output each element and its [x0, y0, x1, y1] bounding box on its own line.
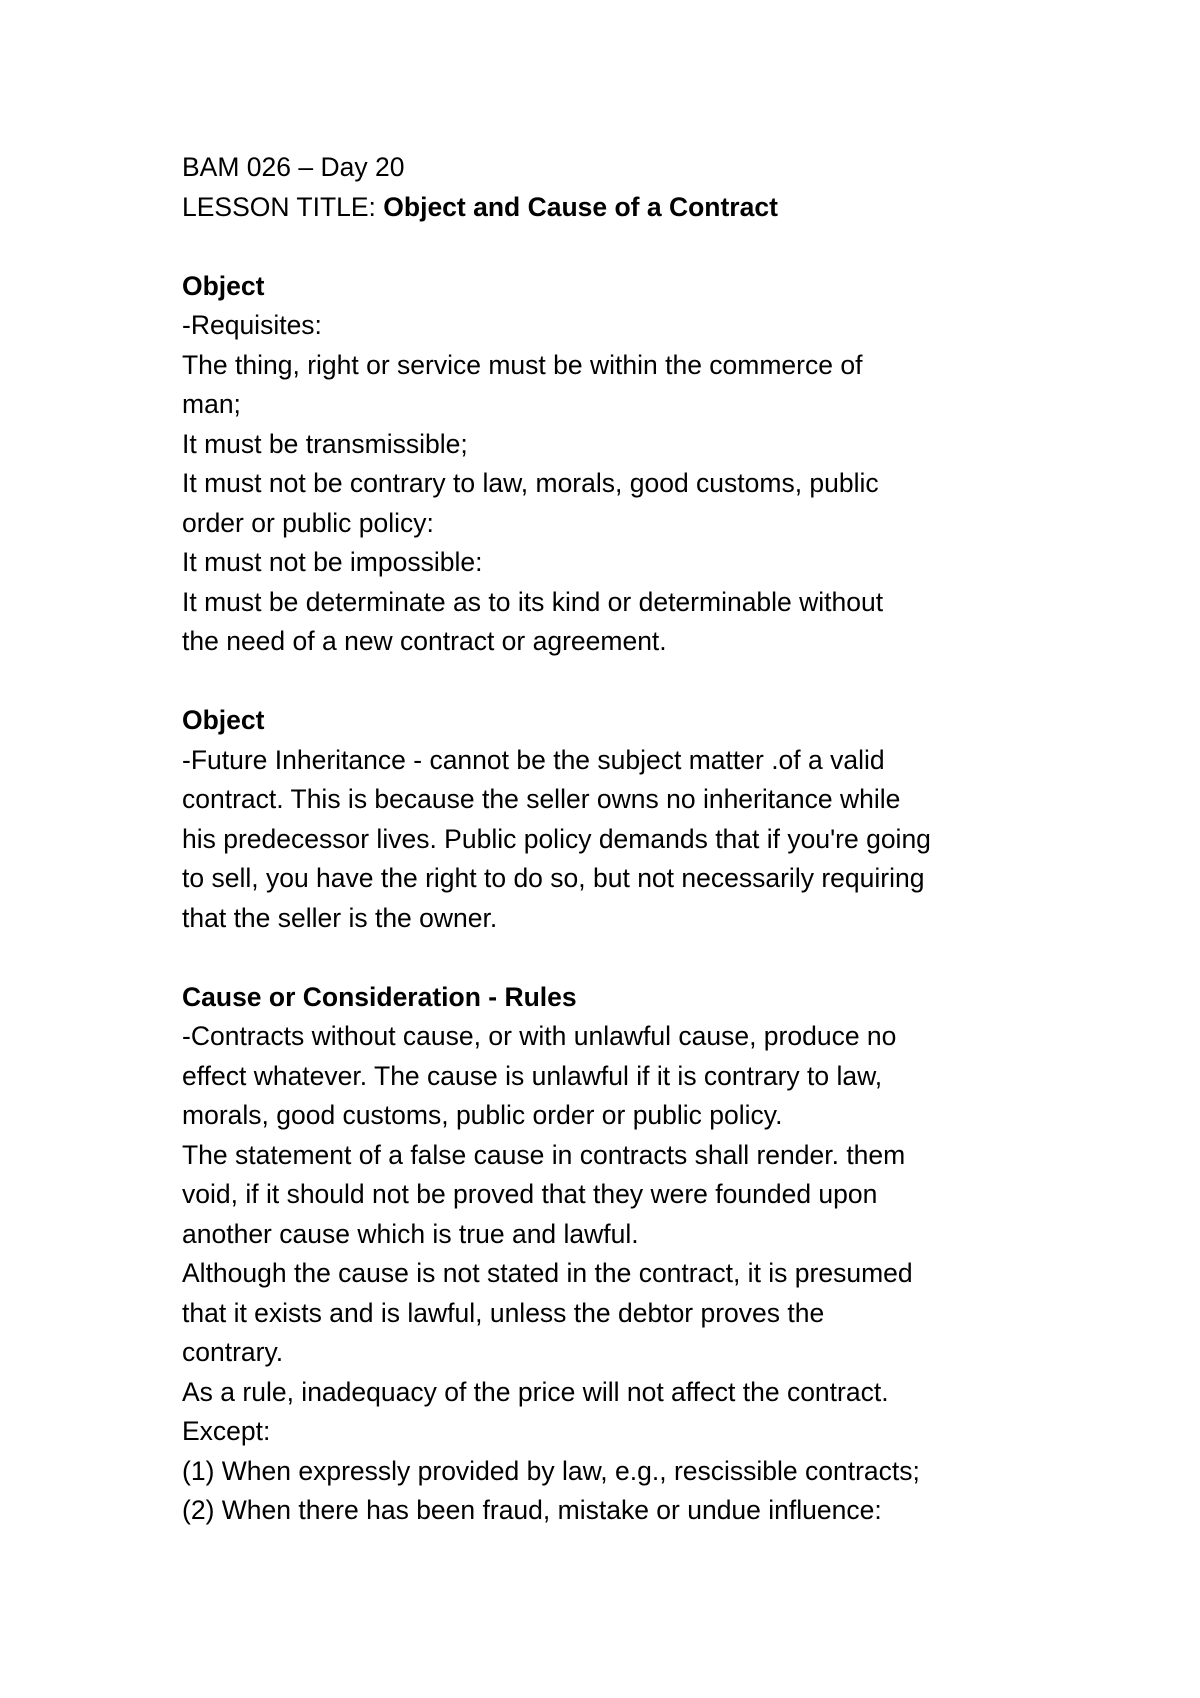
- section-line: effect whatever. The cause is unlawful if it is contrary to law,: [182, 1060, 883, 1091]
- section-line: another cause which is true and lawful.: [182, 1218, 639, 1249]
- section-line: to sell, you have the right to do so, but not necessarily requiring: [182, 863, 925, 893]
- section-line: -Contracts without cause, or with unlawful cause, produce no: [182, 1021, 897, 1051]
- section-line: morals, good customs, public order or public policy.: [182, 1100, 783, 1130]
- section-line: the need of a new contract or agreement.: [182, 626, 667, 656]
- section-line: (2) When there has been fraud, mistake or undue influence:: [182, 1495, 882, 1525]
- section-line: The statement of a false cause in contracts shall render. them: [182, 1139, 906, 1170]
- section-line: The thing, right or service must be within the commerce of: [182, 349, 863, 380]
- spacer: [182, 662, 1062, 702]
- section-line: that the seller is the owner.: [182, 902, 498, 933]
- section-heading-cause: Cause or Consideration - Rules: [182, 981, 577, 1012]
- section-line: man;: [182, 389, 241, 419]
- lesson-title-line: [182, 188, 1062, 228]
- section-line: contract. This is because the seller owns no inheritance while: [182, 784, 901, 814]
- section-line: that it exists and is lawful, unless the debtor proves the: [182, 1297, 825, 1328]
- section-line: -Requisites:: [182, 310, 322, 340]
- section-line: contrary.: [182, 1337, 284, 1367]
- document-body: [182, 148, 1062, 1531]
- section-line: As a rule, inadequacy of the price will not affect the contract.: [182, 1376, 889, 1407]
- section-line: void, if it should not be proved that they were founded upon: [182, 1179, 878, 1209]
- section-line: It must be transmissible;: [182, 428, 468, 459]
- course-day-heading: BAM 026 – Day 20: [182, 152, 405, 182]
- section-line: It must be determinate as to its kind or determinable without: [182, 586, 884, 617]
- section-line: It must not be contrary to law, morals, good customs, public: [182, 468, 879, 498]
- section-line: It must not be impossible:: [182, 547, 483, 577]
- section-line: Although the cause is not stated in the contract, it is presumed: [182, 1258, 913, 1288]
- section-line: -Future Inheritance - cannot be the subject matter .of a valid: [182, 744, 885, 775]
- section-line: Except:: [182, 1416, 271, 1446]
- section-heading-object: Object: [182, 270, 265, 301]
- section-line: order or public policy:: [182, 507, 434, 538]
- lesson-title-prefix: LESSON TITLE:: [182, 191, 384, 222]
- section-heading-object-2: Object: [182, 705, 265, 735]
- section-line: his predecessor lives. Public policy demands that if you're going: [182, 823, 931, 854]
- section-line: (1) When expressly provided by law, e.g., rescissible contracts;: [182, 1455, 920, 1486]
- spacer: [182, 938, 1062, 978]
- spacer: [182, 227, 1062, 267]
- lesson-title: Object and Cause of a Contract: [383, 191, 778, 222]
